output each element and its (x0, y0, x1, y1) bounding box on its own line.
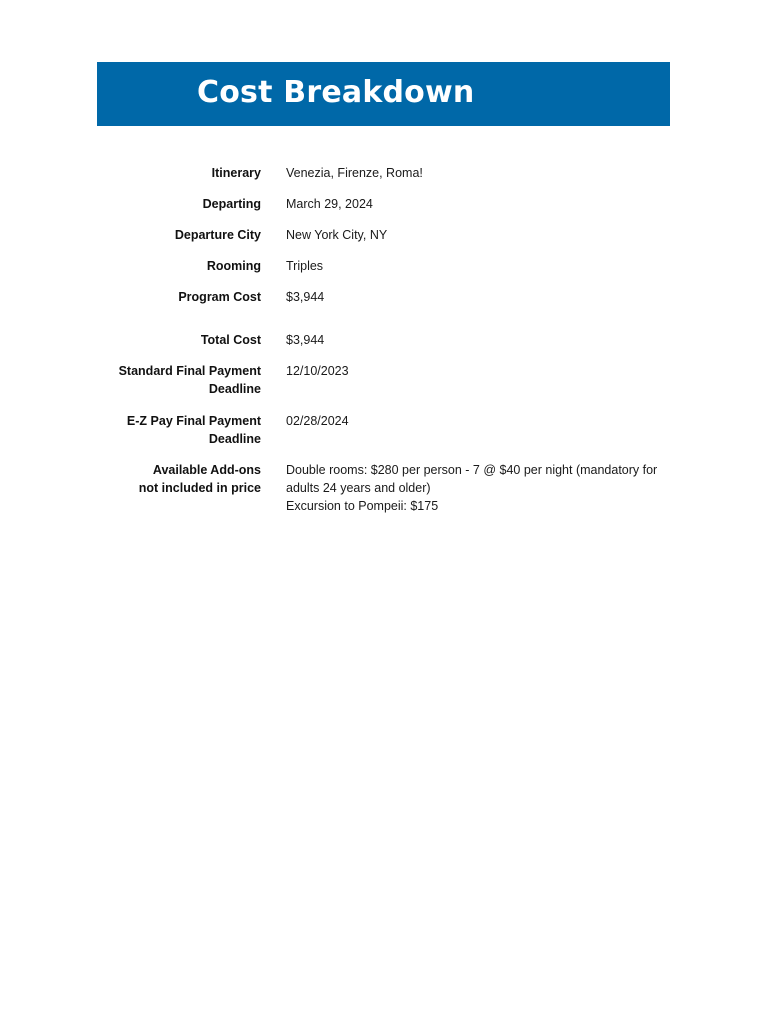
ez-pay-deadline-label-line-1: E-Z Pay Final Payment (126, 414, 261, 428)
rooming-value: Triples (286, 259, 324, 273)
add-ons-value-line-1: Double rooms: $280 per person - 7 @ $40 per night (mandatory for (286, 463, 658, 477)
standard-deadline-label-line-1: Standard Final Payment (118, 364, 261, 378)
row-available-add-ons (97, 461, 670, 515)
page-title: Cost Breakdown (197, 75, 475, 110)
program-cost-value: $3,944 (286, 290, 325, 304)
cost-breakdown-table (97, 164, 670, 515)
row-itinerary (97, 164, 670, 195)
departure-city-value: New York City, NY (286, 228, 388, 242)
program-cost-label: Program Cost (178, 290, 261, 304)
ez-pay-deadline-value: 02/28/2024 (286, 414, 349, 428)
ez-pay-deadline-label (97, 412, 261, 448)
row-standard-final-payment-deadline (97, 362, 670, 412)
standard-deadline-value: 12/10/2023 (286, 364, 349, 378)
total-cost-label: Total Cost (200, 333, 261, 347)
add-ons-value (286, 461, 670, 515)
ez-pay-deadline-label-line-2: Deadline (208, 432, 261, 446)
departing-value: March 29, 2024 (286, 197, 373, 211)
add-ons-label-line-2: not included in price (138, 481, 261, 495)
add-ons-value-line-2: adults 24 years and older) (286, 481, 431, 495)
itinerary-value: Venezia, Firenze, Roma! (286, 166, 423, 180)
standard-deadline-label-line-2: Deadline (208, 382, 261, 396)
itinerary-label: Itinerary (211, 166, 261, 180)
add-ons-label-line-1: Available Add-ons (152, 463, 261, 477)
row-total-cost (97, 331, 670, 362)
add-ons-label (97, 461, 261, 497)
departure-city-label: Departure City (174, 228, 261, 242)
add-ons-value-line-3: Excursion to Pompeii: $175 (286, 499, 439, 513)
header-banner (97, 62, 670, 126)
row-program-cost (97, 288, 670, 331)
row-rooming (97, 257, 670, 288)
standard-deadline-label (97, 362, 261, 398)
rooming-label: Rooming (206, 259, 261, 273)
row-ez-pay-final-payment-deadline (97, 412, 670, 461)
total-cost-value: $3,944 (286, 333, 325, 347)
row-departing (97, 195, 670, 226)
row-departure-city (97, 226, 670, 257)
departing-label: Departing (202, 197, 261, 211)
